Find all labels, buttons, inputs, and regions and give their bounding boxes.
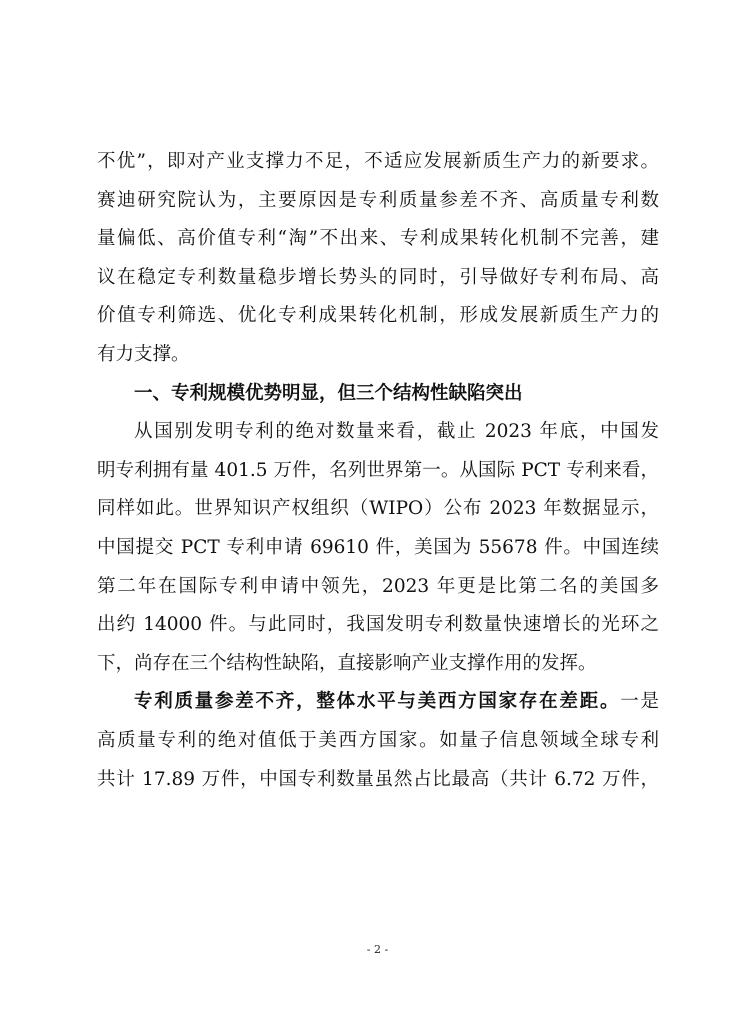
text-line: 第二年在国际专利申请中领先，2023 年更是比第二名的美国多 xyxy=(97,575,659,597)
bold-lead-sentence: 专利质量参差不齐，整体水平与美西方国家存在差距。 xyxy=(134,691,621,713)
text-fragment: 一是 xyxy=(620,691,659,713)
text-line: 下，尚存在三个结构性缺陷，直接影响产业支撑作用的发挥。 xyxy=(97,652,597,674)
paragraph-scale xyxy=(97,413,659,683)
text-line: 同样如此。世界知识产权组织（WIPO）公布 2023 年数据显示， xyxy=(97,498,659,520)
text-line: 赛迪研究院认为，主要原因是专利质量参差不齐、高质量专利数 xyxy=(97,189,659,211)
page-number: - 2 - xyxy=(366,943,389,956)
paragraph-quality xyxy=(97,683,659,799)
section-heading: 一、专利规模优势明显，但三个结构性缺陷突出 xyxy=(134,382,523,404)
document-body xyxy=(97,143,659,799)
text-line: 不优”，即对产业支撑力不足，不适应发展新质生产力的新要求。 xyxy=(97,151,659,172)
text-line: 从国别发明专利的绝对数量来看，截止 2023 年底，中国发 xyxy=(134,421,659,443)
text-line: 议在稳定专利数量稳步增长势头的同时，引导做好专利布局、高 xyxy=(97,266,659,288)
text-line xyxy=(97,683,659,722)
text-line: 共计 17.89 万件，中国专利数量虽然占比最高（共计 6.72 万件， xyxy=(97,768,659,790)
text-line: 中国提交 PCT 专利申请 69610 件，美国为 55678 件。中国连续 xyxy=(97,536,659,558)
text-line: 有力支撑。 xyxy=(97,343,190,365)
text-line: 价值专利筛选、优化专利成果转化机制，形成发展新质生产力的 xyxy=(97,305,659,327)
paragraph-intro xyxy=(97,143,659,375)
text-line: 高质量专利的绝对值低于美西方国家。如量子信息领域全球专利 xyxy=(97,729,659,751)
text-line: 明专利拥有量 401.5 万件，名列世界第一。从国际 PCT 专利来看， xyxy=(97,459,659,481)
text-line: 量偏低、高价值专利“淘”不出来、专利成果转化机制不完善，建 xyxy=(97,228,659,250)
text-line: 出约 14000 件。与此同时，我国发明专利数量快速增长的光环之 xyxy=(97,614,659,636)
